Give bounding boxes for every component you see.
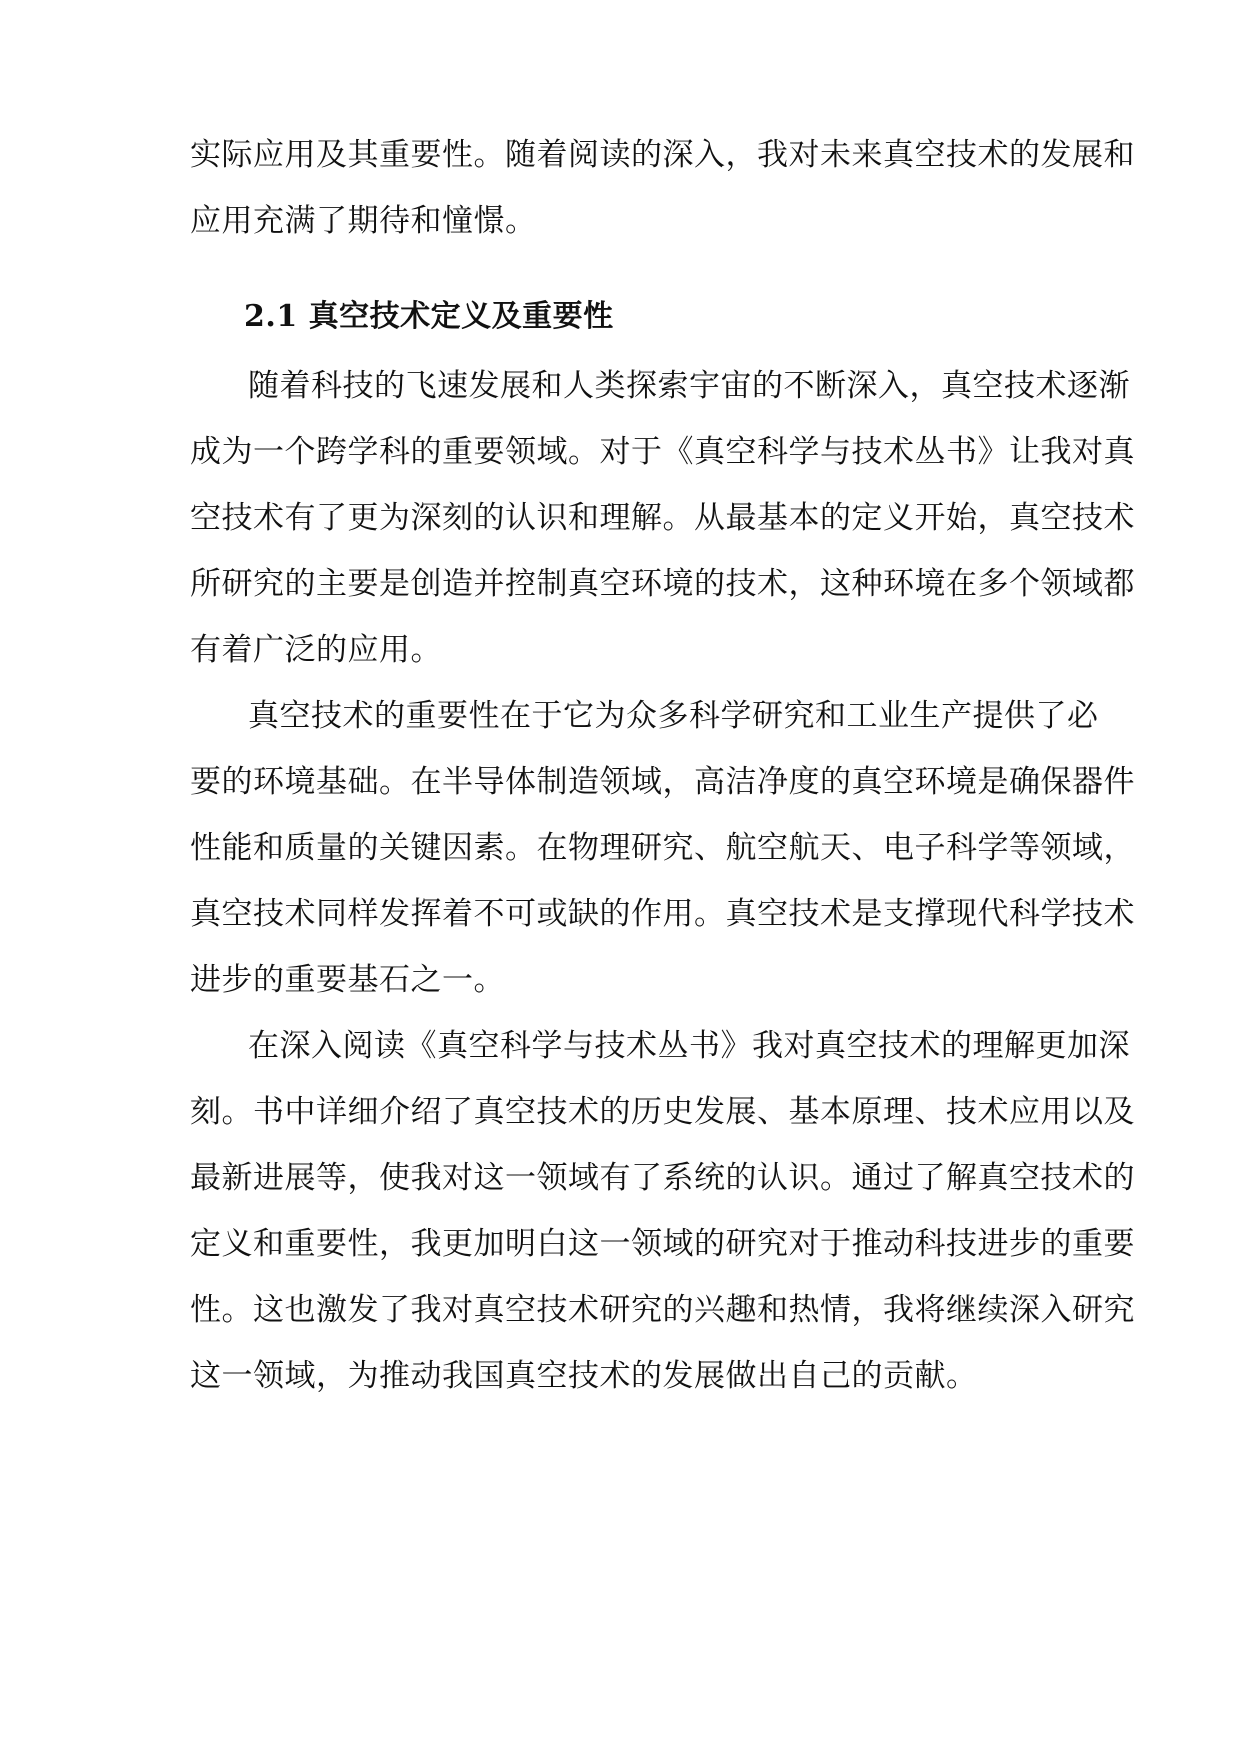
paragraph-line: 空技术有了更为深刻的认识和理解。从最基本的定义开始，真空技术	[190, 500, 1135, 536]
paragraph-line: 随着科技的飞速发展和人类探索宇宙的不断深入，真空技术逐渐	[248, 368, 1130, 404]
paragraph-line: 最新进展等，使我对这一领域有了系统的认识。通过了解真空技术的	[190, 1160, 1135, 1196]
paragraph-line: 要的环境基础。在半导体制造领域，高洁净度的真空环境是确保器件	[190, 764, 1135, 800]
paragraph-line: 实际应用及其重要性。随着阅读的深入，我对未来真空技术的发展和	[190, 137, 1135, 173]
paragraph-line: 应用充满了期待和憧憬。	[190, 203, 537, 239]
paragraph-line: 真空技术同样发挥着不可或缺的作用。真空技术是支撑现代科学技术	[190, 896, 1135, 932]
paragraph-line: 性能和质量的关键因素。在物理研究、航空航天、电子科学等领域，	[190, 830, 1135, 866]
paragraph-line: 刻。书中详细介绍了真空技术的历史发展、基本原理、技术应用以及	[190, 1094, 1135, 1130]
paragraph-line: 定义和重要性，我更加明白这一领域的研究对于推动科技进步的重要	[190, 1226, 1135, 1262]
paragraph-line: 所研究的主要是创造并控制真空环境的技术，这种环境在多个领域都	[190, 566, 1135, 602]
paragraph-line: 真空技术的重要性在于它为众多科学研究和工业生产提供了必	[248, 698, 1099, 734]
paragraph-line: 进步的重要基石之一。	[190, 962, 505, 998]
paragraph-line: 在深入阅读《真空科学与技术丛书》我对真空技术的理解更加深	[248, 1028, 1130, 1064]
paragraph-line: 这一领域，为推动我国真空技术的发展做出自己的贡献。	[190, 1358, 978, 1394]
paragraph-line: 性。这也激发了我对真空技术研究的兴趣和热情，我将继续深入研究	[190, 1292, 1135, 1328]
paragraph-line: 成为一个跨学科的重要领域。对于《真空科学与技术丛书》让我对真	[190, 434, 1135, 470]
section-heading: 2.1 真空技术定义及重要性	[244, 299, 614, 334]
paragraph-line: 有着广泛的应用。	[190, 632, 442, 668]
